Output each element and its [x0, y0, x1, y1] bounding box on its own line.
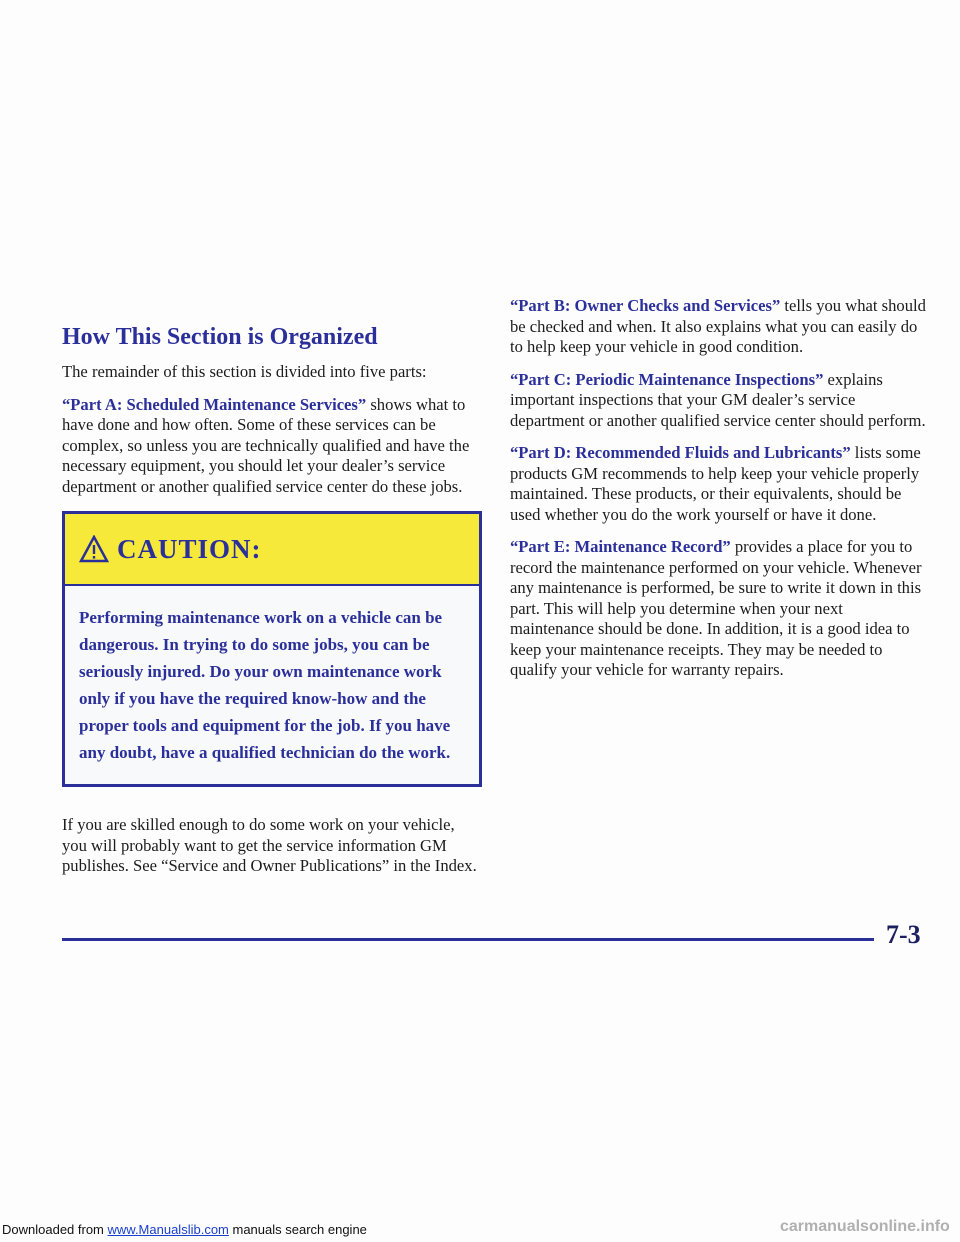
left-column: [62, 322, 482, 889]
part-b-text: tells you what should be checked and when. It also explains what you can easily do to help keep your vehicle in good condition.: [510, 296, 926, 356]
caution-title: CAUTION:: [117, 533, 262, 564]
caution-header: [65, 514, 479, 586]
part-d-text: lists some products GM recommends to help keep your vehicle properly maintained. These products, or their equivalents, should be used whether you do the work yourself or have it done.: [510, 443, 921, 524]
part-c-text: explains important inspections that your GM dealer’s service department or another qualified service center should perform.: [510, 369, 926, 430]
footer-rule: [62, 938, 874, 941]
part-b-paragraph: [510, 296, 930, 358]
footer-prefix: Downloaded from: [2, 1222, 108, 1237]
page-number: 7-3: [886, 920, 921, 949]
part-a-text: shows what to have done and how often. Some of these services can be complex, so unless you are technically qualified and have the necessary equipment, you should let your dealer’s service department or another qualified service center do these jobs.: [62, 394, 470, 496]
download-footer: [2, 1222, 367, 1237]
right-column: [510, 296, 930, 693]
part-c-paragraph: [510, 370, 930, 432]
part-d-title: “Part D: Recommended Fluids and Lubricants”: [510, 443, 851, 462]
manualslib-link[interactable]: www.Manualslib.com: [107, 1222, 229, 1237]
footer-suffix: manuals search engine: [228, 1222, 367, 1237]
part-a-title: “Part A: Scheduled Maintenance Services”: [62, 394, 367, 414]
caution-box: [62, 511, 482, 787]
part-b-title: “Part B: Owner Checks and Services”: [510, 296, 781, 315]
skilled-paragraph: If you are skilled enough to do some work on your vehicle, you will probably want to get the service information GM publishes. See “Service and Owner Publications” in the Index.: [62, 815, 477, 875]
part-e-text: provides a place for you to record the maintenance performed on your vehicle. Whenever any maintenance is performed, be sure to write it down in this part. This will help you determine when your next maintenance should be done. In addition, it is a good idea to keep your maintenance receipts. They may be needed to qualify your vehicle for warranty repairs.: [510, 537, 922, 679]
part-d-paragraph: [510, 443, 930, 525]
part-a-paragraph: [62, 395, 482, 498]
intro-paragraph: The remainder of this section is divided into five parts:: [62, 362, 427, 381]
part-e-paragraph: [510, 537, 930, 681]
caution-body: Performing maintenance work on a vehicle can be dangerous. In trying to do some jobs, you can be seriously injured. Do your own maintenance work only if you have the required know-how and the proper tools and equipment for the job. If you have any doubt, have a qualified technician do the work.: [79, 608, 451, 762]
section-heading: How This Section is Organized: [62, 324, 378, 350]
warning-triangle-icon: [79, 535, 109, 563]
part-c-title: “Part C: Periodic Maintenance Inspections”: [510, 369, 824, 389]
part-e-title: “Part E: Maintenance Record”: [510, 537, 731, 556]
footer-brand-watermark: carmanualsonline.info: [780, 1218, 950, 1235]
